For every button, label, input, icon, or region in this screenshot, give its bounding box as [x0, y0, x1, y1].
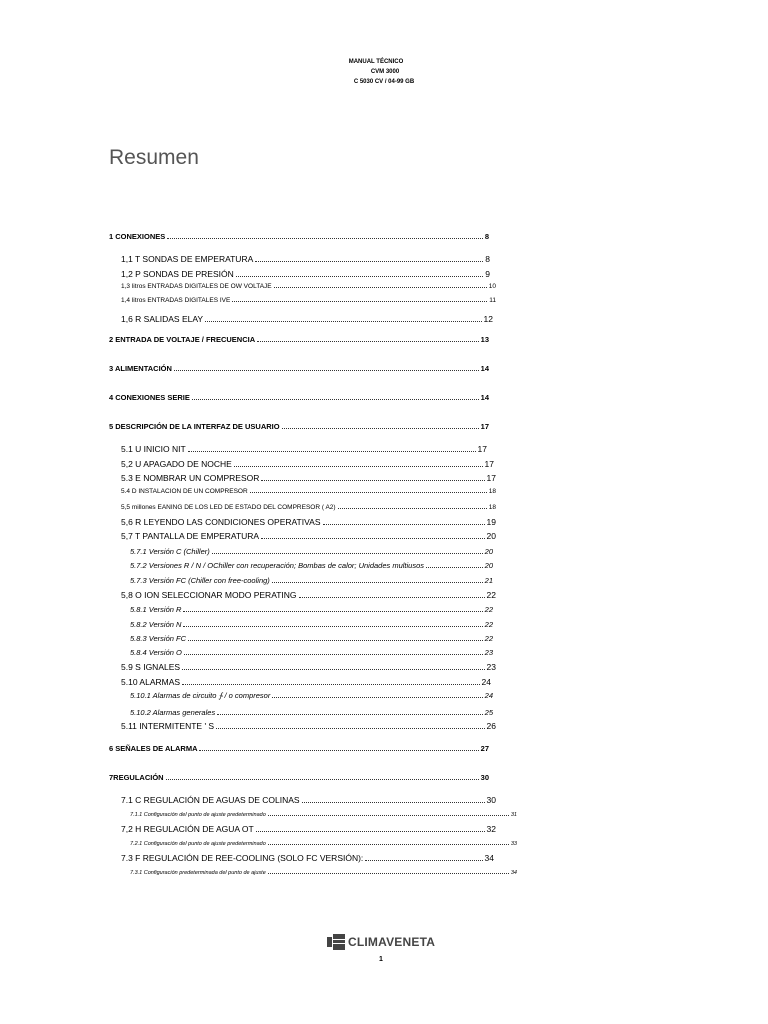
- page-number: 1: [379, 956, 383, 963]
- toc-entry-label: 7REGULACIÓN: [109, 773, 164, 782]
- toc-entry-label: 1,1 T SONDAS DE EMPERATURA: [121, 254, 254, 264]
- toc-entry-label: 5.10 ALARMAS: [121, 677, 181, 687]
- toc-leader-dots: [234, 460, 483, 467]
- toc-entry-label: 1,2 P SONDAS DE PRESIÓN: [121, 269, 234, 279]
- toc-entry-page: 20: [486, 531, 496, 541]
- toc-entry-page: 17: [477, 444, 487, 454]
- toc-entry-page: 11: [489, 297, 496, 305]
- toc-entry[interactable]: [130, 620, 493, 629]
- toc-leader-dots: [268, 840, 509, 845]
- toc-entry[interactable]: [121, 677, 491, 687]
- toc-leader-dots: [272, 692, 482, 698]
- toc-entry-page: 22: [484, 620, 493, 629]
- toc-entry-label: 6 SEÑALES DE ALARMA: [109, 744, 198, 753]
- toc-leader-dots: [182, 678, 479, 685]
- toc-entry[interactable]: [121, 269, 490, 279]
- toc-leader-dots: [184, 649, 483, 655]
- toc-entry-label: 5.1 U INICIO NIT: [121, 444, 186, 454]
- toc-entry-label: 4 CONEXIONES SERIE: [109, 393, 190, 402]
- toc-entry-page: 8: [485, 254, 490, 264]
- toc-entry[interactable]: [130, 561, 493, 570]
- toc-entry[interactable]: [130, 547, 493, 556]
- toc-entry-label: 1,6 R SALIDAS ELAY: [121, 314, 204, 324]
- toc-entry[interactable]: [130, 691, 493, 700]
- toc-entry-page: 13: [480, 335, 489, 344]
- toc-entry-label: 5.9 S IGNALES: [121, 662, 181, 672]
- toc-entry[interactable]: [130, 840, 517, 847]
- toc-entry[interactable]: [121, 662, 496, 672]
- toc-entry-label: 7.2.1 Configuración del punto de ajuste predeterminado: [130, 840, 266, 847]
- toc-entry[interactable]: [109, 335, 489, 344]
- toc-entry-page: 18: [488, 488, 496, 496]
- toc-entry-label: 5.7.1 Versión C (Chiller): [130, 547, 210, 556]
- toc-entry-label: 2 ENTRADA DE VOLTAJE / FRECUENCIA: [109, 335, 256, 344]
- toc-leader-dots: [268, 811, 509, 816]
- toc-entry-label: 7,2 H REGULACIÓN DE AGUA OT: [121, 824, 254, 834]
- document-header: [0, 57, 768, 87]
- toc-entry[interactable]: [121, 824, 496, 834]
- toc-leader-dots: [268, 869, 509, 874]
- toc-entry[interactable]: [109, 393, 489, 402]
- toc-leader-dots: [174, 365, 479, 371]
- toc-leader-dots: [282, 423, 479, 429]
- toc-entry-page: 12: [483, 314, 493, 324]
- toc-entry[interactable]: [130, 811, 517, 818]
- toc-leader-dots: [188, 445, 476, 452]
- toc-entry[interactable]: [109, 422, 489, 431]
- toc-entry-page: 32: [486, 824, 496, 834]
- toc-entry[interactable]: [130, 576, 493, 585]
- header-manual-title: MANUAL TÉCNICO: [348, 59, 404, 65]
- toc-entry[interactable]: [130, 708, 493, 717]
- toc-leader-dots: [302, 796, 485, 803]
- toc-entry[interactable]: [121, 853, 494, 863]
- toc-entry-page: 30: [480, 773, 489, 782]
- page-title: Resumen: [109, 146, 199, 169]
- toc-leader-dots: [261, 474, 484, 481]
- toc-entry[interactable]: [130, 634, 493, 643]
- toc-entry-page: 22: [486, 590, 496, 600]
- toc-entry-label: 5,6 R LEYENDO LAS CONDICIONES OPERATIVAS: [121, 517, 321, 527]
- toc-entry-page: 17: [480, 422, 489, 431]
- toc-entry[interactable]: [109, 364, 489, 373]
- toc-leader-dots: [166, 774, 479, 780]
- toc-entry-page: 24: [481, 677, 491, 687]
- toc-entry-label: 5,8 O ION SELECCIONAR MODO PERATING: [121, 590, 297, 600]
- toc-leader-dots: [261, 532, 484, 539]
- toc-leader-dots: [183, 621, 482, 627]
- toc-entry-label: 5 DESCRIPCIÓN DE LA INTERFAZ DE USUARIO: [109, 422, 280, 431]
- toc-leader-dots: [299, 591, 485, 598]
- toc-leader-dots: [212, 548, 483, 554]
- toc-entry-page: 21: [484, 576, 493, 585]
- toc-leader-dots: [272, 577, 483, 583]
- toc-entry-page: 34: [510, 869, 517, 876]
- toc-entry[interactable]: [121, 531, 496, 541]
- toc-entry[interactable]: [121, 517, 496, 527]
- toc-entry-label: 5.10.1 Alarmas de circuito ∱ / o compresor: [130, 691, 271, 700]
- toc-leader-dots: [256, 825, 485, 832]
- toc-entry-page: 24: [484, 691, 493, 700]
- toc-leader-dots: [232, 297, 487, 302]
- toc-entry-page: 25: [484, 708, 493, 717]
- toc-entry-page: 22: [484, 634, 493, 643]
- toc-entry[interactable]: [121, 488, 496, 495]
- toc-entry-page: 23: [484, 648, 493, 657]
- toc-leader-dots: [188, 635, 483, 641]
- toc-entry-page: 31: [510, 811, 517, 818]
- toc-entry[interactable]: [121, 444, 487, 454]
- toc-entry-label: 7.3.1 Configuración predeterminada del punto de ajuste: [130, 869, 266, 876]
- toc-leader-dots: [199, 745, 478, 751]
- toc-entry[interactable]: [121, 297, 496, 304]
- toc-entry-page: 33: [510, 840, 517, 847]
- toc-entry-page: 19: [486, 517, 496, 527]
- toc-entry[interactable]: [121, 314, 493, 324]
- toc-entry-page: 17: [486, 473, 496, 483]
- header-doc-code: C 5030 CV / 04-99 GB: [353, 79, 415, 85]
- toc-entry-page: 17: [484, 459, 494, 469]
- toc-leader-dots: [274, 283, 487, 288]
- toc-entry-page: 23: [486, 662, 496, 672]
- toc-entry-label: 5.8.4 Versión O: [130, 648, 182, 657]
- toc-entry-label: 1 CONEXIONES: [109, 232, 166, 241]
- toc-leader-dots: [182, 663, 484, 670]
- toc-entry[interactable]: [130, 605, 493, 614]
- toc-entry-page: 34: [484, 853, 494, 863]
- toc-entry[interactable]: [121, 504, 496, 511]
- toc-entry-page: 10: [488, 283, 496, 291]
- logo-text: CLIMAVENETA: [348, 935, 436, 949]
- toc-entry[interactable]: [109, 773, 489, 782]
- header-model: CVM 3000: [370, 69, 400, 75]
- toc-entry[interactable]: [121, 254, 490, 264]
- toc-entry[interactable]: [121, 721, 496, 731]
- toc-leader-dots: [426, 562, 483, 568]
- toc-leader-dots: [167, 233, 483, 239]
- toc-leader-dots: [236, 270, 484, 277]
- toc-entry-page: 18: [488, 504, 496, 512]
- climaveneta-logo: [327, 934, 435, 950]
- toc-entry-page: 20: [484, 547, 493, 556]
- toc-entry-label: 5,7 T PANTALLA DE EMPERATURA: [121, 531, 260, 541]
- toc-entry-page: 27: [480, 744, 489, 753]
- toc-leader-dots: [257, 336, 479, 342]
- toc-entry-label: 5.11 INTERMITENTE ' S: [121, 721, 215, 731]
- toc-leader-dots: [255, 255, 483, 262]
- toc-leader-dots: [250, 488, 487, 493]
- toc-entry-label: 7.1.1 Configuración del punto de ajuste predeterminado: [130, 811, 266, 818]
- toc-entry-page: 30: [486, 795, 496, 805]
- toc-entry-page: 14: [480, 393, 489, 402]
- toc-entry[interactable]: [121, 283, 496, 290]
- toc-leader-dots: [216, 722, 484, 729]
- toc-entry[interactable]: [121, 795, 496, 805]
- toc-leader-dots: [192, 394, 479, 400]
- toc-entry-page: 26: [486, 721, 496, 731]
- toc-leader-dots: [323, 518, 485, 525]
- toc-entry[interactable]: [121, 473, 496, 483]
- toc-entry-page: 9: [485, 269, 490, 279]
- toc-leader-dots: [217, 709, 482, 715]
- toc-leader-dots: [205, 315, 481, 322]
- toc-entry-label: 5.10.2 Alarmas generales: [130, 708, 216, 717]
- toc-entry-label: 5.7.2 Versiones R / N / OChiller con recuperación; Bombas de calor; Unidades multiusos: [130, 561, 425, 570]
- toc-entry-label: 1,4 litros ENTRADAS DIGITALES IVE: [121, 297, 231, 305]
- toc-entry-label: 5.3 E NOMBRAR UN COMPRESOR: [121, 473, 260, 483]
- toc-entry-label: 7.1 C REGULACIÓN DE AGUAS DE COLINAS: [121, 795, 300, 805]
- toc-entry-label: 3 ALIMENTACIÓN: [109, 364, 172, 373]
- toc-entry[interactable]: [121, 590, 496, 600]
- toc-entry-page: 14: [480, 364, 489, 373]
- toc-entry-label: 5.8.1 Versión R: [130, 605, 182, 614]
- toc-leader-dots: [183, 606, 482, 612]
- toc-entry-label: 5.8.3 Versión FC: [130, 634, 186, 643]
- toc-entry[interactable]: [121, 459, 494, 469]
- toc-entry-label: 5.8.2 Versión N: [130, 620, 182, 629]
- toc-entry[interactable]: [109, 744, 489, 753]
- toc-entry-page: 22: [484, 605, 493, 614]
- toc-entry-page: 8: [484, 232, 489, 241]
- toc-entry-label: 7.3 F REGULACIÓN DE REE-COOLING (SOLO FC VERSIÓN):: [121, 853, 364, 863]
- climaveneta-logo-icon: [327, 934, 345, 950]
- toc-entry-label: 5.4 D INSTALACIÓN DE UN COMPRESOR: [121, 488, 248, 496]
- toc-entry[interactable]: [130, 648, 493, 657]
- toc-entry[interactable]: [130, 869, 517, 876]
- toc-leader-dots: [338, 504, 487, 509]
- toc-entry-label: 5,5 millones EANING DE LOS LED DE ESTADO DEL COMPRESOR ( A2): [121, 504, 336, 512]
- toc-entry-label: 5.7.3 Versión FC (Chiller con free-cooling): [130, 576, 270, 585]
- toc-leader-dots: [365, 854, 482, 861]
- toc-entry-page: 20: [484, 561, 493, 570]
- toc-entry[interactable]: [109, 232, 489, 241]
- toc-entry-label: 5,2 U APAGADO DE NOCHE: [121, 459, 232, 469]
- toc-entry-label: 1,3 litros ENTRADAS DIGITALES DE OW VOLTAJE: [121, 283, 272, 291]
